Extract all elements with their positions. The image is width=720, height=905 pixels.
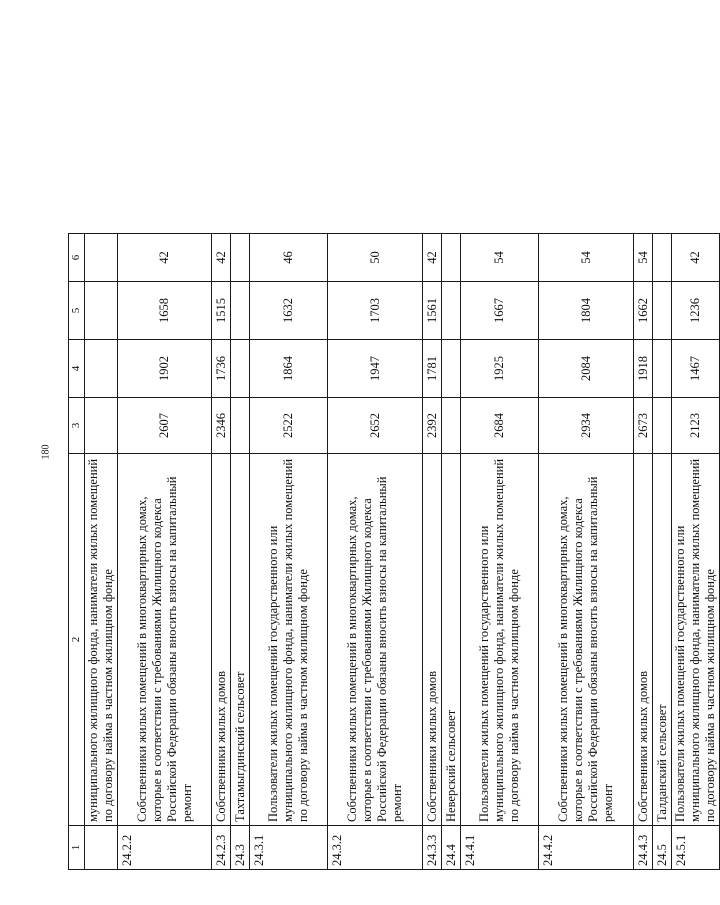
- value-col5: 1561: [423, 282, 442, 340]
- value-col4: 1467: [672, 340, 720, 398]
- value-col4: [653, 340, 672, 398]
- value-col3: 2673: [634, 398, 653, 454]
- row-description: Тахтамыгдинский сельсовет: [231, 454, 250, 826]
- value-col4: 1947: [328, 340, 423, 398]
- table-row: [539, 234, 634, 870]
- row-code: 24.2.3: [212, 826, 231, 870]
- value-col3: 2392: [423, 398, 442, 454]
- value-col5: 1703: [328, 282, 423, 340]
- row-code: 24.5.1: [672, 826, 720, 870]
- value-col5: [85, 282, 118, 340]
- value-col6: 42: [212, 234, 231, 282]
- value-col3: 2607: [118, 398, 212, 454]
- row-code: 24.3.1: [250, 826, 328, 870]
- value-col3: 2346: [212, 398, 231, 454]
- value-col5: [442, 282, 461, 340]
- table-row: [461, 234, 539, 870]
- table-row: [250, 234, 328, 870]
- row-code: [85, 826, 118, 870]
- value-col4: 1925: [461, 340, 539, 398]
- table-row: [653, 234, 672, 870]
- value-col4: [442, 340, 461, 398]
- value-col5: 1632: [250, 282, 328, 340]
- value-col5: 1658: [118, 282, 212, 340]
- table-row: [328, 234, 423, 870]
- value-col5: [653, 282, 672, 340]
- value-col6: 54: [539, 234, 634, 282]
- row-code: 24.5: [653, 826, 672, 870]
- table-row: [212, 234, 231, 870]
- row-code: 24.3.2: [328, 826, 423, 870]
- value-col3: [653, 398, 672, 454]
- value-col4: 1902: [118, 340, 212, 398]
- header-cell: 1: [69, 826, 85, 870]
- table-row: [118, 234, 212, 870]
- value-col4: 1918: [634, 340, 653, 398]
- row-description: Собственники жилых помещений в многоквартирных домах, которые в соответствии с требованиями Жилищного кодекса Российской Федерации обязаны вносить взносы на капитальный ремонт: [118, 454, 212, 826]
- header-cell: 2: [69, 454, 85, 826]
- value-col5: [231, 282, 250, 340]
- value-col5: 1804: [539, 282, 634, 340]
- row-description: Собственники жилых домов: [634, 454, 653, 826]
- value-col4: 1781: [423, 340, 442, 398]
- value-col3: [85, 398, 118, 454]
- value-col5: 1667: [461, 282, 539, 340]
- value-col5: 1515: [212, 282, 231, 340]
- table-row: [231, 234, 250, 870]
- value-col3: 2123: [672, 398, 720, 454]
- value-col6: 42: [672, 234, 720, 282]
- row-code: 24.4.1: [461, 826, 539, 870]
- table-row: [85, 234, 118, 870]
- header-cell: 5: [69, 282, 85, 340]
- row-description: Собственники жилых помещений в многоквартирных домах, которые в соответствии с требованиями Жилищного кодекса Российской Федерации обязаны вносить взносы на капитальный ремонт: [539, 454, 634, 826]
- row-code: 24.2.2: [118, 826, 212, 870]
- value-col6: 42: [118, 234, 212, 282]
- value-col3: 2684: [461, 398, 539, 454]
- value-col6: 50: [328, 234, 423, 282]
- value-col4: 2084: [539, 340, 634, 398]
- value-col6: 54: [634, 234, 653, 282]
- row-code: 24.4.3: [634, 826, 653, 870]
- row-description: Собственники жилых помещений в многоквартирных домах, которые в соответствии с требованиями Жилищного кодекса Российской Федерации обязаны вносить взносы на капитальный ремонт: [328, 454, 423, 826]
- row-code: 24.4.2: [539, 826, 634, 870]
- header-cell: 4: [69, 340, 85, 398]
- table-row: [442, 234, 461, 870]
- value-col6: [653, 234, 672, 282]
- value-col6: 46: [250, 234, 328, 282]
- value-col4: [231, 340, 250, 398]
- value-col6: [442, 234, 461, 282]
- row-description: Собственники жилых домов: [423, 454, 442, 826]
- row-description: муниципального жилищного фонда, наниматели жилых помещений по договору найма в частном жилищном фонде: [85, 454, 118, 826]
- value-col3: [231, 398, 250, 454]
- row-description: Неверский сельсовет: [442, 454, 461, 826]
- header-cell: 6: [69, 234, 85, 282]
- page-number: 180: [40, 444, 52, 460]
- table-row: [672, 234, 720, 870]
- row-description: Талданский сельсовет: [653, 454, 672, 826]
- value-col3: 2652: [328, 398, 423, 454]
- row-description: Пользователи жилых помещений государственного или муниципального жилищного фонда, наниматели жилых помещений по договору найма в частном жилищном фонде: [672, 454, 720, 826]
- value-col6: [231, 234, 250, 282]
- row-code: 24.3: [231, 826, 250, 870]
- value-col6: [85, 234, 118, 282]
- value-col3: [442, 398, 461, 454]
- value-col5: 1236: [672, 282, 720, 340]
- row-description: Пользователи жилых помещений государственного или муниципального жилищного фонда, наниматели жилых помещений по договору найма в частном жилищном фонде: [461, 454, 539, 826]
- table-row: [423, 234, 442, 870]
- row-code: 24.3.3: [423, 826, 442, 870]
- value-col4: [85, 340, 118, 398]
- row-description: Пользователи жилых помещений государственного или муниципального жилищного фонда, наниматели жилых помещений по договору найма в частном жилищном фонде: [250, 454, 328, 826]
- value-col6: 54: [461, 234, 539, 282]
- table-header-row: [69, 234, 85, 870]
- table-row: [634, 234, 653, 870]
- row-code: 24.4: [442, 826, 461, 870]
- value-col6: 42: [423, 234, 442, 282]
- value-col5: 1662: [634, 282, 653, 340]
- value-col3: 2934: [539, 398, 634, 454]
- value-col4: 1864: [250, 340, 328, 398]
- value-col4: 1736: [212, 340, 231, 398]
- tariff-table: [68, 233, 720, 870]
- value-col3: 2522: [250, 398, 328, 454]
- row-description: Собственники жилых домов: [212, 454, 231, 826]
- header-cell: 3: [69, 398, 85, 454]
